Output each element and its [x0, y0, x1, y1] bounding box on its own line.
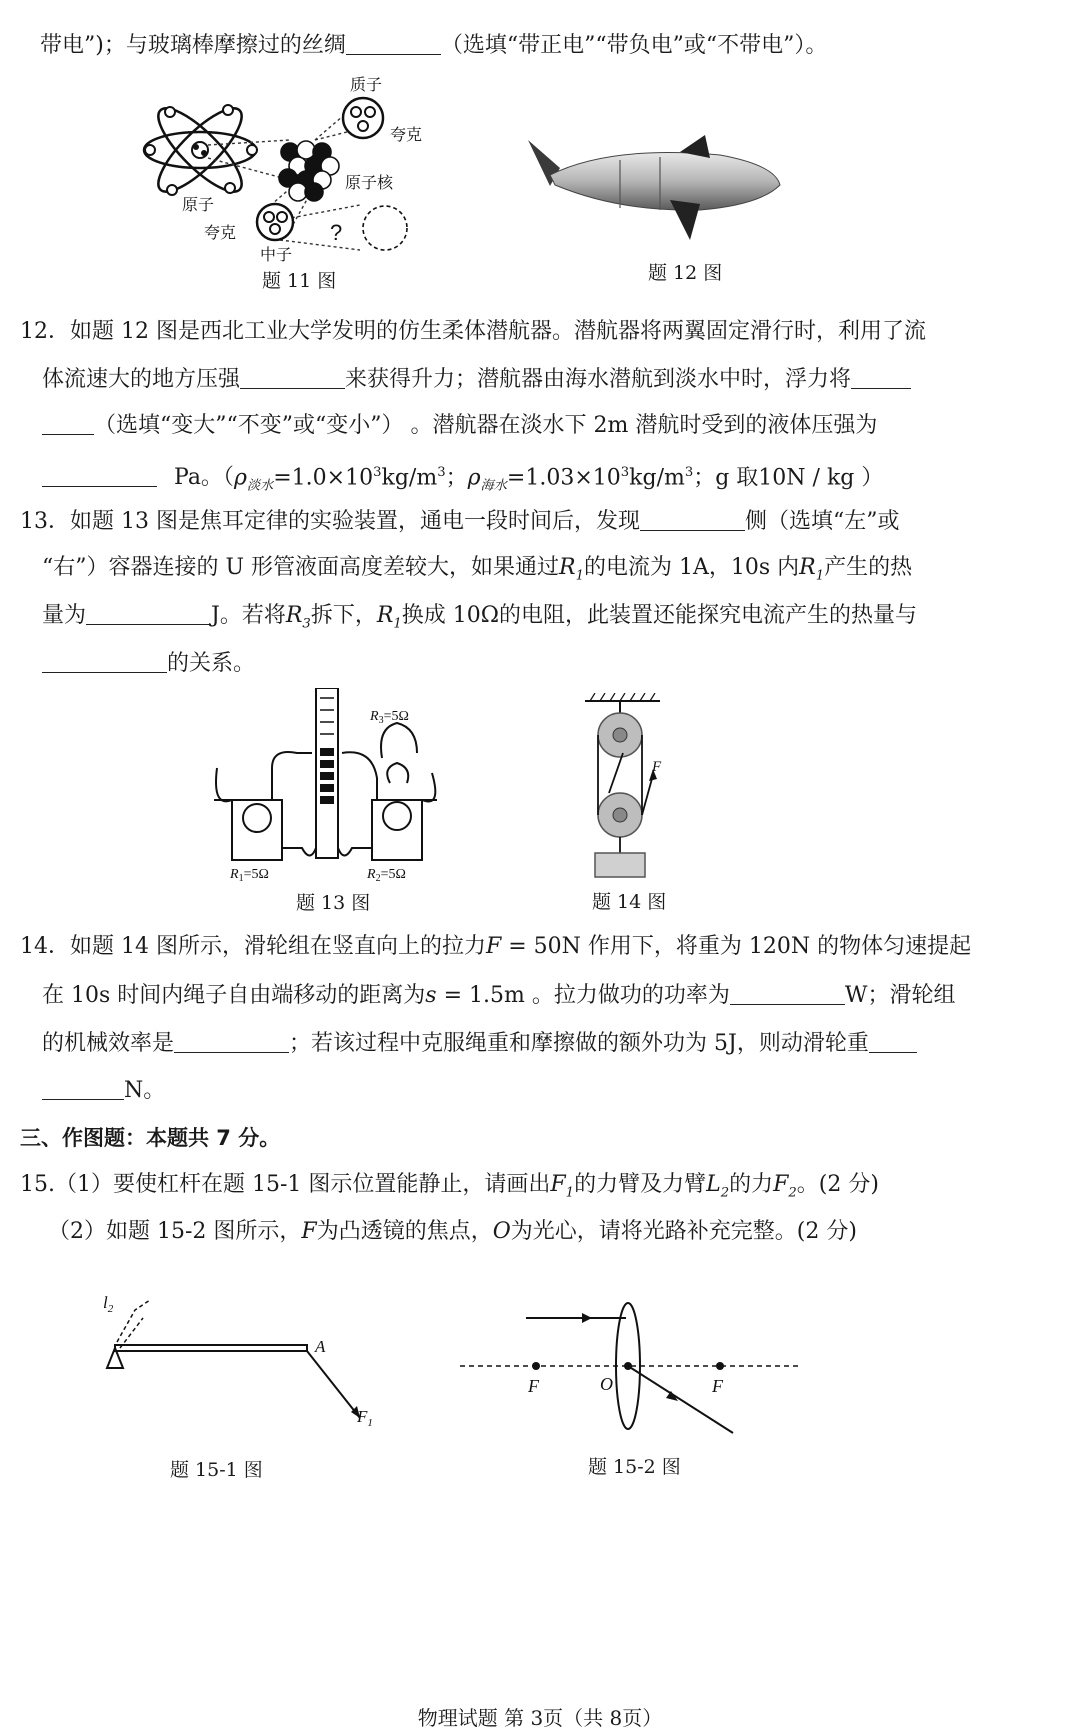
- label-r1: $R_1=5\Omega$: [230, 867, 269, 884]
- text: 。(2 分): [796, 1172, 879, 1197]
- section-3-title: 三、作图题：本题共 7 分。: [20, 1126, 281, 1150]
- figure-11-caption: 题 11 图: [262, 270, 337, 292]
- exp: 3: [684, 465, 694, 480]
- label-proton: 质子: [350, 75, 383, 94]
- text: 为凸透镜的焦点，: [316, 1219, 493, 1244]
- sub: 3: [302, 616, 311, 632]
- q13-line3: [42, 600, 917, 639]
- figure-12-vehicle: [520, 130, 790, 250]
- q15-line1: [20, 1170, 879, 1208]
- label-quark-bottom: 夸克: [204, 223, 237, 242]
- label-l2: $l_2$: [103, 1293, 114, 1315]
- text: kg/m: [629, 465, 685, 491]
- sub: 1: [393, 616, 402, 632]
- text: = 1.5m 。拉力做功的功率为: [436, 983, 730, 1008]
- answer-blank[interactable]: [42, 648, 167, 673]
- q12-line3: [42, 410, 877, 441]
- label-r3: $R_3=5\Omega$: [370, 709, 409, 726]
- figure-11-atom: [130, 70, 450, 295]
- q14-line3: [42, 1028, 917, 1059]
- text: 的关系。: [167, 651, 256, 676]
- q12-line4: Pa。（$\rho_{淡水}=1.0\times 10^3kg/m^3$；$\rho_{海水}=1.03\times 10^3kg/m^3$；g 取10N / kg ）: [42, 458, 883, 502]
- q13-line1: [20, 506, 899, 537]
- text: 量为: [42, 603, 87, 628]
- answer-blank[interactable]: [42, 410, 94, 435]
- answer-blank[interactable]: [869, 1028, 917, 1053]
- text: （2）如题 15-2 图所示，: [48, 1219, 302, 1244]
- answer-blank[interactable]: [730, 980, 845, 1005]
- label-F1: $F_1$: [357, 1407, 373, 1429]
- answer-blank[interactable]: [240, 364, 345, 389]
- label-atom: 原子: [182, 195, 215, 214]
- q14-line1: [20, 932, 971, 962]
- answer-blank[interactable]: [174, 1028, 289, 1053]
- label-F: F: [652, 759, 662, 775]
- rho-symbol: ρ: [467, 465, 481, 491]
- sub: 2: [720, 1185, 730, 1201]
- r1-symbol: R: [559, 555, 576, 580]
- figure-15-1-caption: 题 15-1 图: [170, 1459, 263, 1481]
- text: 侧（选填“左”或: [744, 509, 900, 534]
- label-F-left: F: [528, 1376, 539, 1396]
- answer-blank[interactable]: [851, 364, 911, 389]
- question-mark: ?: [330, 220, 343, 245]
- text: 在 10s 时间内绳子自由端移动的距离为: [42, 983, 426, 1008]
- text: 体流速大的地方压强: [42, 367, 241, 392]
- label-nucleus: 原子核: [345, 173, 394, 192]
- q12-line1: 12．如题 12 图是西北工业大学发明的仿生柔体潜航器。潜航器将两翼固定滑行时，利用了流: [20, 319, 926, 344]
- answer-blank[interactable]: [640, 506, 745, 531]
- text: kg/m: [381, 465, 438, 491]
- F-symbol: F: [301, 1219, 317, 1244]
- rho-sub: 淡水: [246, 478, 274, 494]
- label-quark-top: 夸克: [390, 125, 423, 144]
- text: Pa。（: [174, 465, 234, 491]
- text: 来获得升力；潜航器由海水潜航到淡水中时，浮力将: [345, 367, 852, 392]
- text: “右”）容器连接的 U 形管液面高度差较大，如果通过: [42, 555, 560, 580]
- exp: 3: [373, 465, 382, 480]
- q14-line2: [42, 980, 955, 1011]
- sub: 1: [815, 568, 825, 584]
- line-top: [40, 30, 827, 61]
- text: =1.03×10: [506, 465, 621, 491]
- figure-13-joule-apparatus: [212, 688, 442, 888]
- F1-symbol: F: [550, 1172, 566, 1197]
- text: 为光心，请将光路补充完整。(2 分): [510, 1219, 857, 1244]
- answer-blank[interactable]: [86, 600, 211, 625]
- text: 产生的热: [824, 555, 913, 580]
- text: J。若将: [211, 603, 286, 628]
- text: W；滑轮组: [844, 983, 956, 1008]
- q13-line2: [42, 553, 912, 591]
- page-footer: 物理试题 第 3页（共 8页）: [417, 1706, 663, 1730]
- label-neutron: 中子: [260, 245, 293, 264]
- figure-15-1-lever: [95, 1290, 375, 1440]
- figure-15-2-caption: 题 15-2 图: [588, 1456, 681, 1478]
- q14-line4: [42, 1075, 165, 1106]
- label-F-right: F: [712, 1376, 723, 1396]
- text: 的力: [729, 1172, 774, 1197]
- sub: 1: [565, 1185, 575, 1201]
- text: ；若该过程中克服绳重和摩擦做的额外功为 5J，则动滑轮重: [289, 1031, 869, 1056]
- r3-symbol: R: [285, 603, 303, 628]
- rho-symbol: ρ: [233, 465, 247, 491]
- L2-symbol: L: [706, 1172, 721, 1197]
- s-symbol: s: [425, 983, 437, 1008]
- sub: 1: [575, 568, 584, 584]
- figure-15-2-lens: [458, 1300, 808, 1450]
- figure-14-caption: 题 14 图: [592, 891, 667, 913]
- q12-line2: [42, 364, 911, 395]
- rho-sub: 海水: [480, 478, 507, 494]
- text: 13．如题 13 图是焦耳定律的实验装置，通电一段时间后，发现: [20, 509, 640, 534]
- text: （选填“变大”“不变”或“变小”） 。潜航器在淡水下 2m 潜航时受到的液体压强为: [94, 413, 878, 438]
- figure-13-caption: 题 13 图: [296, 892, 371, 914]
- text: 的力臂及力臂: [574, 1172, 707, 1197]
- label-O: O: [600, 1374, 613, 1394]
- F-symbol: F: [485, 934, 502, 959]
- F2-symbol: F: [773, 1172, 789, 1197]
- q13-line4: [42, 648, 255, 679]
- text: 换成 10Ω的电阻，此装置还能探究电流产生的热量与: [401, 603, 918, 628]
- text: =1.0×10: [273, 465, 374, 491]
- text: 的电流为 1A，10s 内: [584, 555, 800, 580]
- text: 拆下，: [310, 603, 377, 628]
- label-r2: $R_2=5\Omega$: [367, 867, 406, 884]
- text: ；g 取10N / kg ）: [693, 465, 884, 491]
- text: = 50N 作用下，将重为 120N 的物体匀速提起: [501, 934, 972, 959]
- r1-symbol: R: [376, 603, 394, 628]
- exp: 3: [437, 465, 446, 480]
- text: 带电”)；与玻璃棒摩擦过的丝绸: [40, 33, 346, 58]
- text: 15.（1）要使杠杆在题 15-1 图示位置能静止，请画出: [20, 1172, 551, 1197]
- r1-symbol: R: [799, 555, 816, 580]
- answer-blank[interactable]: [42, 1075, 124, 1100]
- text: 14．如题 14 图所示，滑轮组在竖直向上的拉力: [20, 934, 486, 959]
- figure-12-caption: 题 12 图: [648, 262, 723, 284]
- figure-14-pulley: [575, 693, 675, 883]
- q15-line2: [48, 1217, 857, 1247]
- answer-blank[interactable]: [42, 462, 157, 487]
- sub: 2: [788, 1185, 797, 1201]
- O-symbol: O: [492, 1219, 511, 1244]
- text: N。: [124, 1078, 166, 1103]
- text: 的机械效率是: [42, 1031, 175, 1056]
- text: （选填“带正电”“带负电”或“不带电”）。: [440, 33, 828, 58]
- label-A: A: [315, 1337, 326, 1356]
- answer-blank[interactable]: [346, 30, 441, 55]
- exp: 3: [620, 465, 630, 480]
